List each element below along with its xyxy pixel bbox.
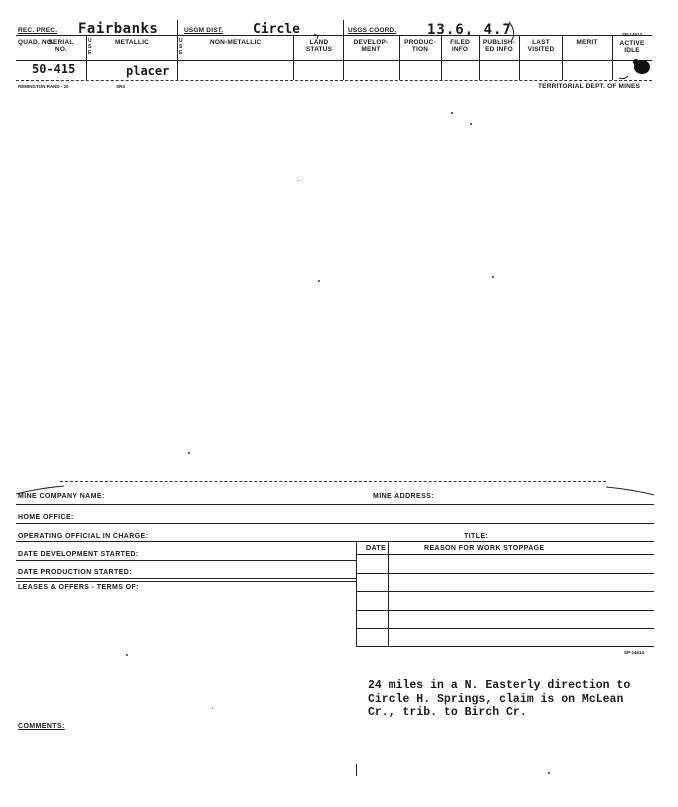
non-metallic-use-mark: U S E — [179, 38, 183, 56]
col-non-metallic: NON-METALLIC — [210, 39, 262, 46]
comments-label: COMMENTS: — [18, 723, 65, 730]
ink-curve-icon — [604, 484, 656, 498]
usgs-coord-label: USGS COORD. — [348, 27, 397, 34]
leases-offers-label: LEASES & OFFERS - TERMS OF: — [18, 584, 139, 591]
reason-column-header: REASON FOR WORK STOPPAGE — [424, 545, 545, 552]
col-quad-no: QUAD. NO. — [18, 39, 55, 46]
mine-company-name-label: MINE COMPANY NAME: — [18, 493, 105, 500]
quad-serial-value: 50-415 — [32, 62, 76, 76]
pen-mark-icon — [300, 24, 360, 44]
col-filed-info: FILED INFO — [450, 39, 470, 53]
usgm-dist-label: USGM DIST. — [184, 27, 224, 34]
card-rule-mid — [16, 60, 652, 61]
col-development: DEVELOP-MENT — [353, 39, 389, 53]
card-form-code: SP-14613 — [622, 32, 643, 37]
col-last-visited: LAST VISITED — [527, 39, 555, 53]
operating-official-label: OPERATING OFFICIAL IN CHARGE: — [18, 533, 149, 540]
col-serial-no: SERIAL NO. — [48, 39, 74, 53]
col-active-idle: ACTIVE IDLE — [619, 40, 645, 54]
col-land-status: LAND STATUS — [305, 39, 333, 53]
home-office-label: HOME OFFICE: — [18, 514, 74, 521]
ink-blot-icon — [616, 50, 658, 84]
card-footer-right: TERRITORIAL DEPT. OF MINES — [538, 83, 641, 90]
date-column-header: DATE — [366, 545, 387, 552]
note-line: Cr., trib. to Birch Cr. — [368, 706, 527, 719]
date-production-label: DATE PRODUCTION STARTED: — [18, 569, 132, 576]
col-metallic: METALLIC — [115, 39, 149, 46]
card-footer-left: REMINGTON RAND - 20 — [18, 84, 69, 89]
mine-address-label: MINE ADDRESS: — [373, 493, 434, 500]
usgs-coord-value: 13.6, 4.7 — [427, 22, 512, 38]
rec-prec-value: Fairbanks — [78, 21, 159, 37]
rec-prec-label: REC. PREC. — [18, 27, 58, 34]
lower-form-code: SP-14614 — [624, 650, 645, 655]
note-line: 24 miles in a N. Easterly direction to — [368, 679, 631, 692]
title-label: TITLE: — [464, 533, 489, 540]
metallic-use-mark: U S E — [88, 38, 92, 56]
pen-stroke-icon — [505, 20, 525, 42]
col-published-info: PUBLISH-ED INFO — [482, 39, 516, 53]
card-footer-code: SRS — [116, 84, 126, 89]
metallic-value: placer — [126, 64, 170, 78]
location-note — [368, 679, 630, 720]
note-line: Circle H. Springs, claim is on McLean — [368, 692, 624, 706]
col-production: PRODUC-TION — [404, 39, 436, 53]
date-development-label: DATE DEVELOPMENT STARTED: — [18, 551, 139, 558]
col-merit: MERIT — [576, 39, 598, 46]
usgm-dist-value: Circle — [253, 22, 300, 37]
card-rule-bottom — [16, 80, 652, 81]
